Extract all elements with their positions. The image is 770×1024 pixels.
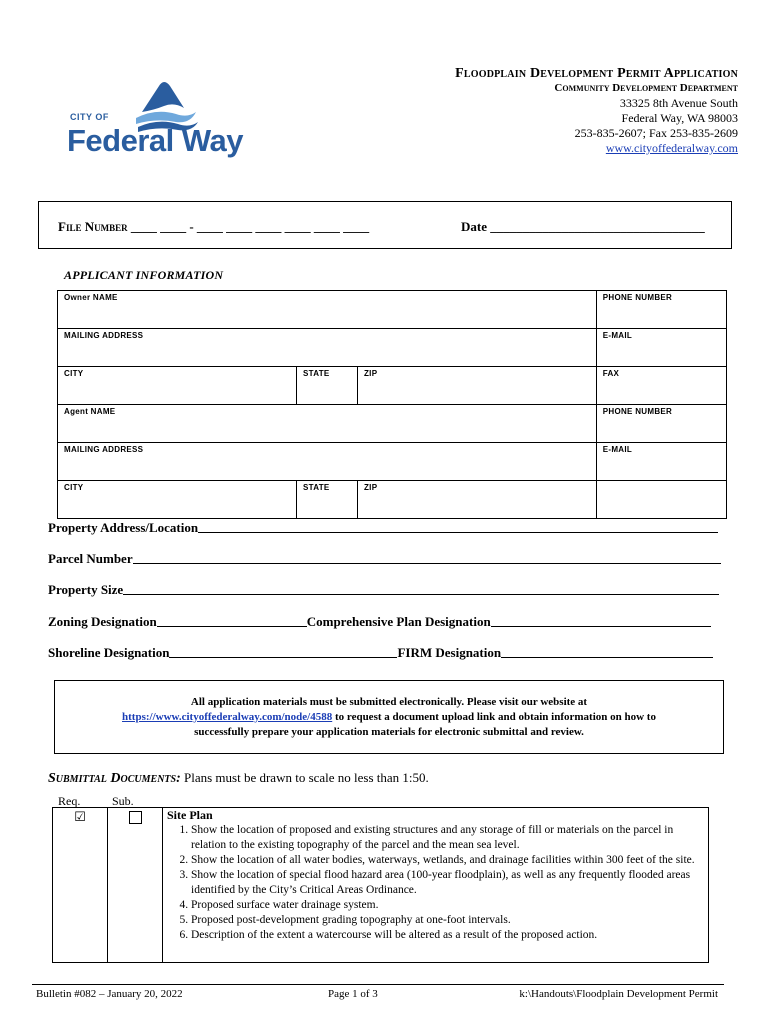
owner-name-field[interactable]: Owner NAME	[58, 291, 597, 329]
owner-fax-field[interactable]: FAX	[596, 367, 726, 405]
agent-blank-cell[interactable]	[596, 481, 726, 519]
list-item: 2. Show the location of all water bodies, waterways, wetlands, and drainage facilities within 300 feet of the site.	[191, 853, 704, 868]
agent-email-field[interactable]: E-MAIL	[596, 443, 726, 481]
comp-plan-label: Comprehensive Plan Designation	[306, 614, 491, 629]
req-column-label: Req.	[58, 794, 81, 808]
req-checkbox[interactable]: ☑	[74, 810, 86, 825]
list-item: 1. Show the location of proposed and existing structures and any storage of fill or materials on the parcel in relation to the existing topography of the parcel and the mean sea level.	[191, 823, 704, 853]
list-item: 3. Show the location of special flood hazard area (100-year floodplain), as well as any frequently flooded areas identified by the City’s Critical Areas Ordinance.	[191, 868, 704, 898]
address-line-1: 33325 8th Avenue South	[619, 96, 738, 110]
comp-plan-input[interactable]	[491, 614, 711, 627]
agent-zip-field[interactable]: ZIP	[358, 481, 597, 519]
footer-page-number: Page 1 of 3	[328, 988, 378, 1000]
parcel-number-input[interactable]	[133, 551, 721, 564]
notice-line-1: All application materials must be submitted electronically. Please visit our website at	[190, 696, 588, 708]
applicant-heading: APPLICANT INFORMATION	[64, 268, 224, 282]
file-number-box	[38, 201, 732, 249]
site-plan-list	[167, 823, 704, 943]
file-number-field[interactable]: File Number ____ ____ - ____ ____ ____ ____ ____ ____	[58, 219, 370, 234]
owner-email-field[interactable]: E-MAIL	[596, 329, 726, 367]
form-title: Floodplain Development Permit Application	[455, 66, 738, 81]
property-address-line	[48, 520, 718, 536]
logo-wordmark: Federal Way	[67, 123, 243, 158]
property-size-line	[48, 582, 719, 598]
submittal-table	[52, 807, 709, 963]
agent-mailing-field[interactable]: MAILING ADDRESS	[58, 443, 597, 481]
shoreline-input[interactable]	[169, 645, 397, 658]
agent-phone-field[interactable]: PHONE NUMBER	[596, 405, 726, 443]
department-header	[455, 66, 738, 156]
website-link[interactable]: www.cityoffederalway.com	[605, 141, 738, 155]
shoreline-line	[48, 645, 713, 661]
sub-checkbox[interactable]	[129, 811, 142, 824]
phone-fax: 253-835-2607; Fax 253-835-2609	[574, 126, 738, 140]
owner-zip-field[interactable]: ZIP	[358, 367, 597, 405]
property-address-input[interactable]	[198, 520, 718, 533]
notice-line-3: successfully prepare your application materials for electronic submittal and review.	[194, 726, 584, 738]
address-line-2: Federal Way, WA 98003	[621, 111, 738, 125]
submittal-title: Submittal Documents:	[48, 771, 181, 786]
agent-state-field[interactable]: STATE	[297, 481, 358, 519]
site-plan-cell	[163, 808, 709, 963]
footer-bulletin: Bulletin #082 – January 20, 2022	[36, 988, 183, 1000]
parcel-number-line	[48, 551, 721, 567]
list-item: 5. Proposed post-development grading topography at one-foot intervals.	[191, 913, 704, 928]
date-field[interactable]: Date _________________________________	[461, 219, 705, 234]
department-name: Community Development Department	[554, 82, 738, 94]
zoning-line	[48, 614, 711, 630]
notice-line-2: to request a document upload link and obtain information on how to	[332, 711, 656, 723]
property-address-label: Property Address/Location	[48, 520, 199, 535]
sub-column-label: Sub.	[112, 794, 134, 808]
property-size-input[interactable]	[123, 582, 719, 595]
owner-phone-field[interactable]: PHONE NUMBER	[596, 291, 726, 329]
owner-state-field[interactable]: STATE	[297, 367, 358, 405]
applicant-table	[57, 290, 727, 519]
owner-city-field[interactable]: CITY	[58, 367, 297, 405]
sub-cell	[108, 808, 163, 963]
submittal-subtext: Plans must be drawn to scale no less than 1:50.	[180, 770, 429, 785]
firm-input[interactable]	[501, 645, 713, 658]
electronic-submittal-notice	[54, 680, 724, 754]
agent-name-field[interactable]: Agent NAME	[58, 405, 597, 443]
list-item: 4. Proposed surface water drainage system.	[191, 898, 704, 913]
owner-mailing-field[interactable]: MAILING ADDRESS	[58, 329, 597, 367]
upload-link[interactable]: https://www.cityoffederalway.com/node/4588	[122, 711, 333, 723]
logo-city-of: CITY OF	[70, 112, 109, 122]
req-cell	[53, 808, 108, 963]
parcel-number-label: Parcel Number	[48, 551, 133, 566]
footer-divider	[32, 984, 724, 985]
submittal-heading	[48, 770, 429, 787]
property-size-label: Property Size	[48, 582, 124, 597]
zoning-input[interactable]	[157, 614, 307, 627]
shoreline-label: Shoreline Designation	[48, 645, 170, 660]
site-plan-title: Site Plan	[167, 808, 213, 822]
firm-label: FIRM Designation	[397, 645, 502, 660]
list-item: 6. Description of the extent a watercourse will be altered as a result of the proposed action.	[191, 928, 704, 943]
agent-city-field[interactable]: CITY	[58, 481, 297, 519]
footer-file-path: k:\Handouts\Floodplain Development Permit	[519, 988, 718, 1000]
zoning-label: Zoning Designation	[48, 614, 157, 629]
